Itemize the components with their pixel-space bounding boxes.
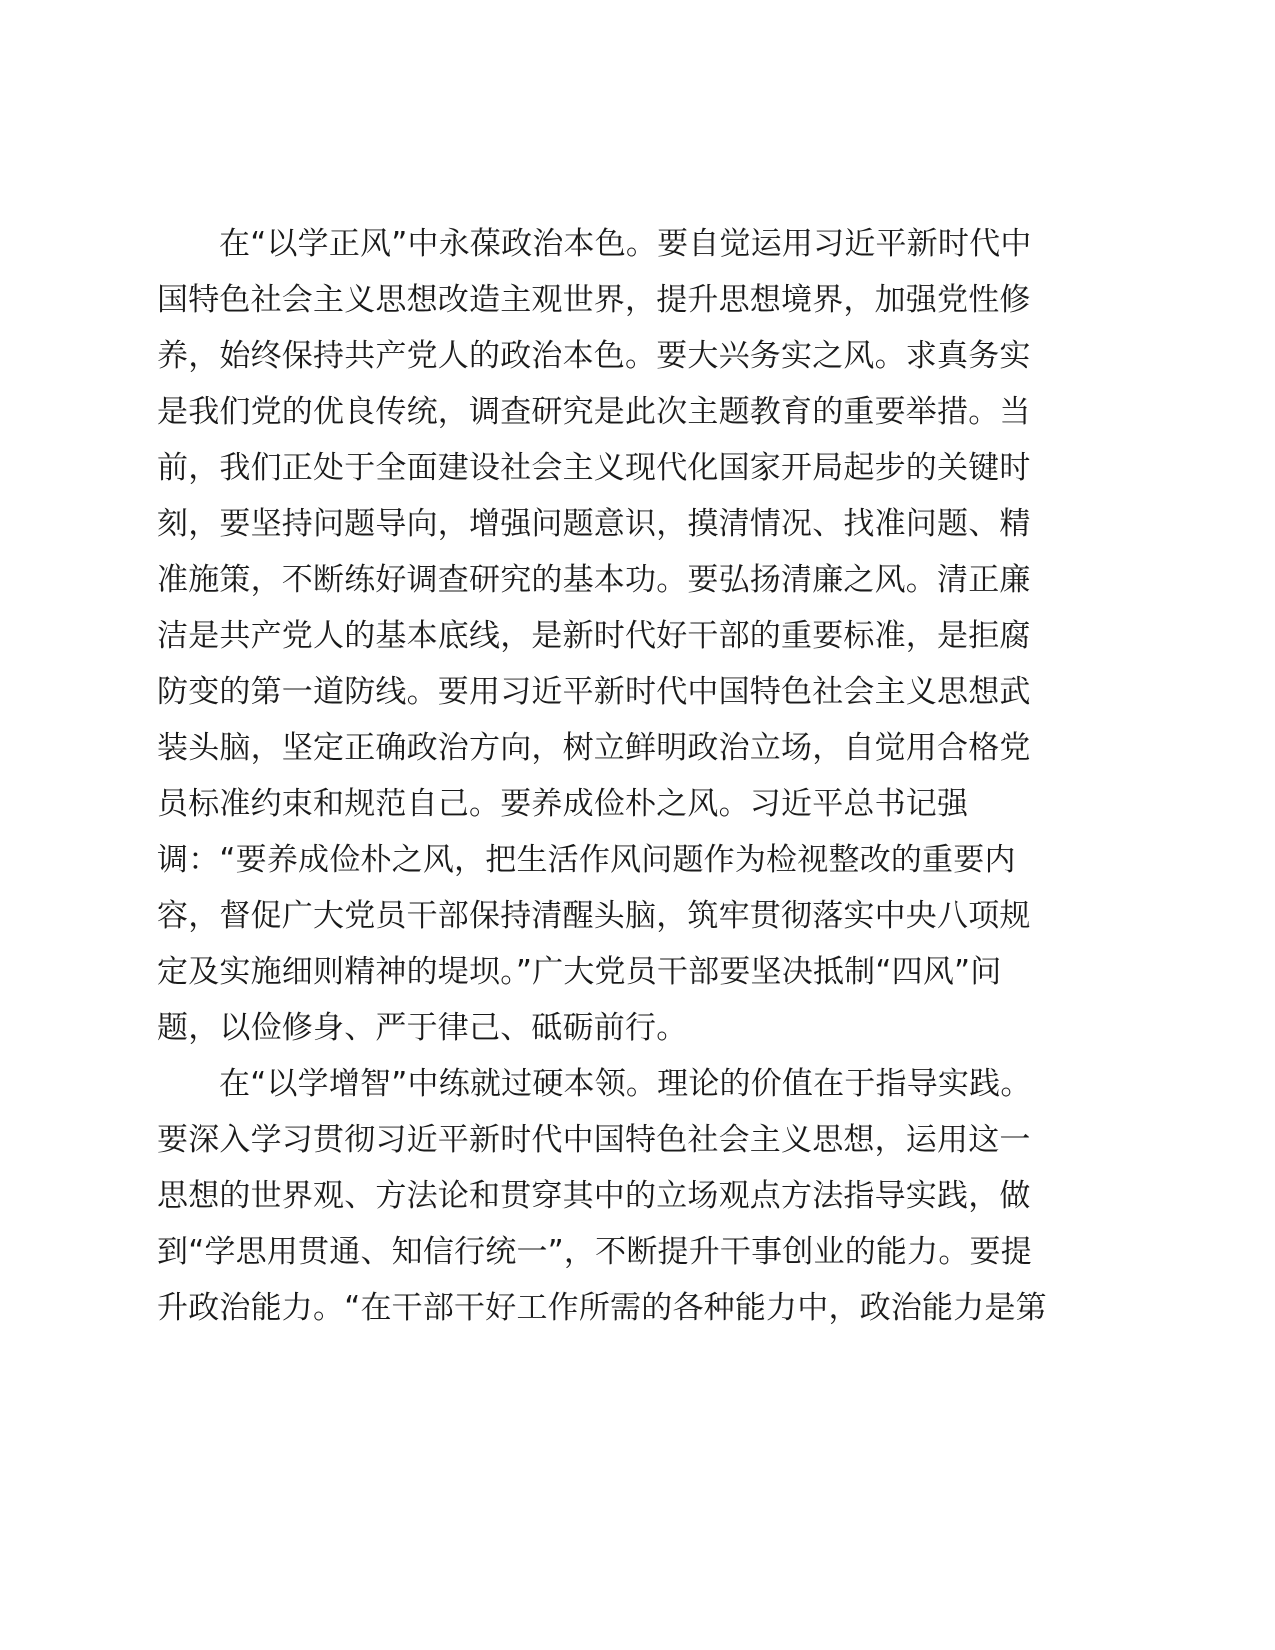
paragraph-2 (157, 1056, 1057, 1336)
text-line: 前，我们正处于全面建设社会主义现代化国家开局起步的关键时 (157, 450, 1031, 486)
text-line: 题，以俭修身、严于律己、砥砺前行。 (157, 1010, 688, 1046)
text-line: 定及实施细则精神的堤坝。”广大党员干部要坚决抵制“四风”问 (157, 954, 1002, 990)
text-line: 到“学思用贯通、知信行统一”，不断提升干事创业的能力。要提 (157, 1234, 1032, 1270)
text-line: 调：“要养成俭朴之风，把生活作风问题作为检视整改的重要内 (157, 842, 1016, 878)
text-line: 洁是共产党人的基本底线，是新时代好干部的重要标准，是拒腐 (157, 618, 1031, 654)
text-line: 准施策，不断练好调查研究的基本功。要弘扬清廉之风。清正廉 (157, 562, 1031, 598)
text-line: 是我们党的优良传统，调查研究是此次主题教育的重要举措。当 (157, 394, 1031, 430)
text-line: 养，始终保持共产党人的政治本色。要大兴务实之风。求真务实 (157, 338, 1031, 374)
text-line: 升政治能力。“在干部干好工作所需的各种能力中，政治能力是第 (157, 1290, 1047, 1326)
text-line: 要深入学习贯彻习近平新时代中国特色社会主义思想，运用这一 (157, 1122, 1031, 1158)
text-line: 在“以学正风”中永葆政治本色。要自觉运用习近平新时代中 (219, 226, 1032, 262)
paragraph-1 (157, 216, 1057, 1056)
text-line: 国特色社会主义思想改造主观世界，提升思想境界，加强党性修 (157, 282, 1031, 318)
text-line: 装头脑，坚定正确政治方向，树立鲜明政治立场，自觉用合格党 (157, 730, 1031, 766)
text-line: 刻，要坚持问题导向，增强问题意识，摸清情况、找准问题、精 (157, 506, 1031, 542)
text-line: 思想的世界观、方法论和贯穿其中的立场观点方法指导实践，做 (157, 1178, 1031, 1214)
document-body (157, 216, 1057, 1336)
text-line: 容，督促广大党员干部保持清醒头脑，筑牢贯彻落实中央八项规 (157, 898, 1031, 934)
text-line: 员标准约束和规范自己。要养成俭朴之风。习近平总书记强 (157, 786, 969, 822)
text-line: 在“以学增智”中练就过硬本领。理论的价值在于指导实践。 (219, 1066, 1032, 1102)
text-line: 防变的第一道防线。要用习近平新时代中国特色社会主义思想武 (157, 674, 1031, 710)
